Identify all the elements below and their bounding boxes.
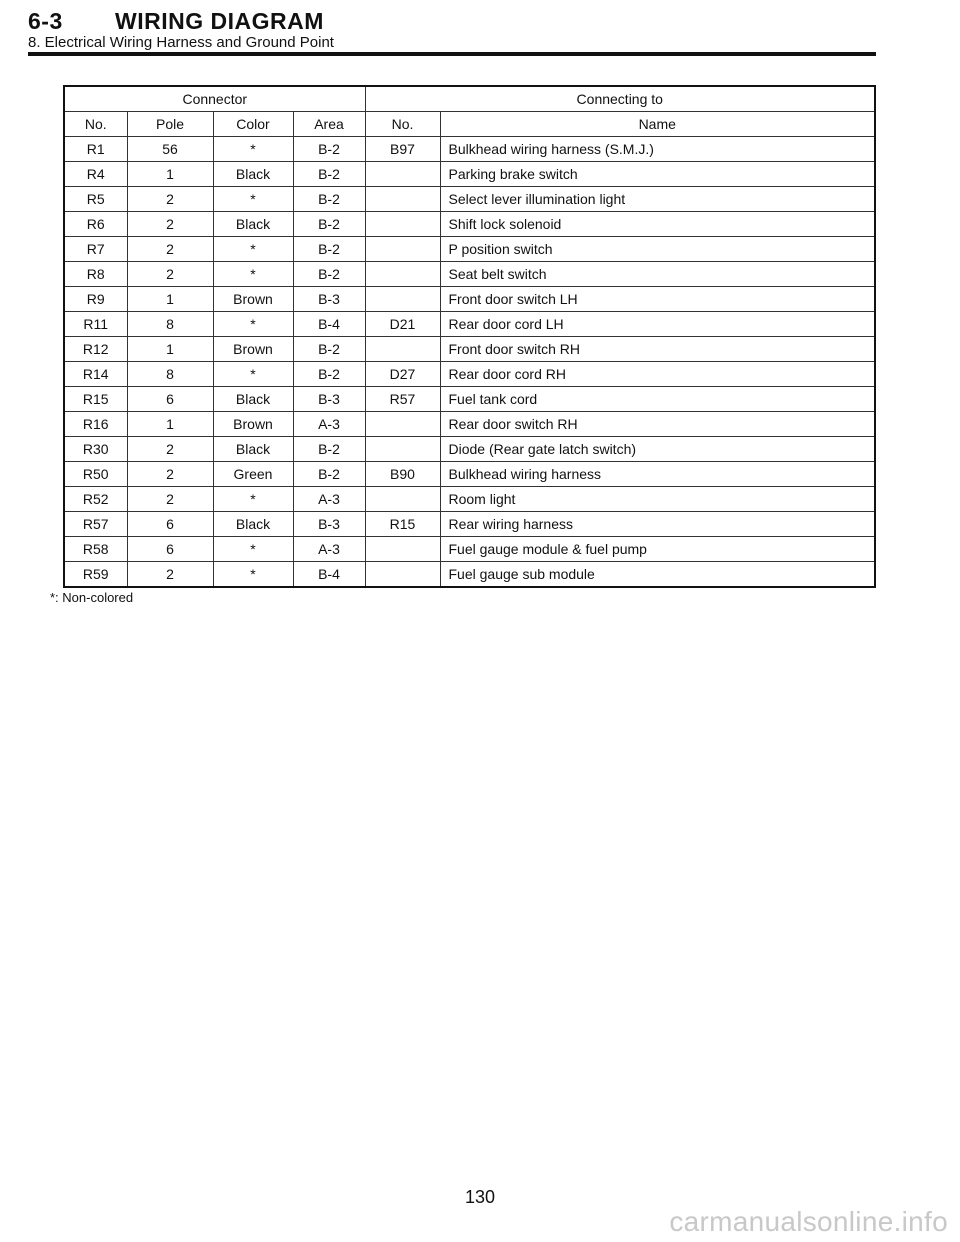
cell-pole: 2 bbox=[127, 462, 213, 487]
cell-no: R12 bbox=[64, 337, 127, 362]
cell-area: A-3 bbox=[293, 537, 365, 562]
cell-no: R50 bbox=[64, 462, 127, 487]
cell-color: Black bbox=[213, 437, 293, 462]
cell-color: Green bbox=[213, 462, 293, 487]
cell-area: B-4 bbox=[293, 312, 365, 337]
table-row bbox=[64, 412, 875, 437]
cell-name: Room light bbox=[440, 487, 875, 512]
cell-pole: 2 bbox=[127, 212, 213, 237]
cell-pole: 6 bbox=[127, 387, 213, 412]
cell-pole: 2 bbox=[127, 487, 213, 512]
cell-color: Black bbox=[213, 162, 293, 187]
col-header-area: Area bbox=[293, 112, 365, 137]
col-header-to-no: No. bbox=[365, 112, 440, 137]
cell-no: R15 bbox=[64, 387, 127, 412]
cell-pole: 6 bbox=[127, 512, 213, 537]
cell-no: R14 bbox=[64, 362, 127, 387]
cell-to-no bbox=[365, 162, 440, 187]
connector-table bbox=[63, 85, 876, 588]
cell-pole: 6 bbox=[127, 537, 213, 562]
cell-color: * bbox=[213, 137, 293, 162]
cell-pole: 2 bbox=[127, 437, 213, 462]
cell-color: Brown bbox=[213, 412, 293, 437]
cell-no: R11 bbox=[64, 312, 127, 337]
cell-to-no: B97 bbox=[365, 137, 440, 162]
cell-area: B-3 bbox=[293, 512, 365, 537]
cell-to-no bbox=[365, 337, 440, 362]
cell-name: P position switch bbox=[440, 237, 875, 262]
col-header-name: Name bbox=[440, 112, 875, 137]
table-row bbox=[64, 137, 875, 162]
cell-color: * bbox=[213, 187, 293, 212]
table-row bbox=[64, 287, 875, 312]
cell-name: Rear door cord RH bbox=[440, 362, 875, 387]
header-rule bbox=[28, 52, 876, 56]
cell-pole: 56 bbox=[127, 137, 213, 162]
cell-no: R6 bbox=[64, 212, 127, 237]
cell-pole: 8 bbox=[127, 312, 213, 337]
cell-no: R59 bbox=[64, 562, 127, 588]
cell-color: * bbox=[213, 312, 293, 337]
cell-no: R30 bbox=[64, 437, 127, 462]
cell-to-no: D27 bbox=[365, 362, 440, 387]
cell-to-no bbox=[365, 212, 440, 237]
cell-to-no bbox=[365, 412, 440, 437]
cell-pole: 2 bbox=[127, 562, 213, 588]
table-row bbox=[64, 312, 875, 337]
cell-no: R16 bbox=[64, 412, 127, 437]
table-row bbox=[64, 337, 875, 362]
cell-area: B-3 bbox=[293, 287, 365, 312]
section-number: 6-3 bbox=[28, 8, 63, 34]
cell-name: Rear door cord LH bbox=[440, 312, 875, 337]
cell-color: Black bbox=[213, 212, 293, 237]
cell-to-no bbox=[365, 237, 440, 262]
cell-pole: 1 bbox=[127, 287, 213, 312]
cell-pole: 2 bbox=[127, 187, 213, 212]
table-row bbox=[64, 487, 875, 512]
cell-area: B-2 bbox=[293, 337, 365, 362]
cell-name: Shift lock solenoid bbox=[440, 212, 875, 237]
cell-area: B-2 bbox=[293, 237, 365, 262]
cell-name: Diode (Rear gate latch switch) bbox=[440, 437, 875, 462]
cell-no: R8 bbox=[64, 262, 127, 287]
cell-area: B-2 bbox=[293, 212, 365, 237]
cell-name: Fuel gauge module & fuel pump bbox=[440, 537, 875, 562]
table-row bbox=[64, 512, 875, 537]
cell-area: B-3 bbox=[293, 387, 365, 412]
cell-name: Bulkhead wiring harness bbox=[440, 462, 875, 487]
footnote: *: Non-colored bbox=[50, 590, 134, 605]
cell-name: Fuel gauge sub module bbox=[440, 562, 875, 588]
cell-pole: 1 bbox=[127, 412, 213, 437]
page-number: 130 bbox=[464, 1187, 496, 1207]
cell-to-no bbox=[365, 262, 440, 287]
table-row bbox=[64, 437, 875, 462]
cell-to-no bbox=[365, 437, 440, 462]
table-body bbox=[64, 137, 875, 588]
table-row bbox=[64, 462, 875, 487]
cell-name: Bulkhead wiring harness (S.M.J.) bbox=[440, 137, 875, 162]
col-header-pole: Pole bbox=[127, 112, 213, 137]
cell-color: Black bbox=[213, 512, 293, 537]
cell-color: * bbox=[213, 487, 293, 512]
table-row bbox=[64, 562, 875, 588]
cell-area: B-2 bbox=[293, 187, 365, 212]
cell-color: Brown bbox=[213, 337, 293, 362]
cell-pole: 2 bbox=[127, 262, 213, 287]
cell-to-no bbox=[365, 287, 440, 312]
cell-area: B-2 bbox=[293, 137, 365, 162]
cell-name: Parking brake switch bbox=[440, 162, 875, 187]
cell-to-no bbox=[365, 487, 440, 512]
cell-pole: 1 bbox=[127, 337, 213, 362]
cell-name: Fuel tank cord bbox=[440, 387, 875, 412]
cell-to-no: B90 bbox=[365, 462, 440, 487]
cell-area: B-4 bbox=[293, 562, 365, 588]
table-row bbox=[64, 362, 875, 387]
cell-name: Rear wiring harness bbox=[440, 512, 875, 537]
cell-name: Seat belt switch bbox=[440, 262, 875, 287]
group-header-connecting-to: Connecting to bbox=[365, 86, 875, 112]
cell-to-no bbox=[365, 187, 440, 212]
watermark: carmanualsonline.info bbox=[669, 1206, 948, 1237]
table-row bbox=[64, 237, 875, 262]
table-row bbox=[64, 187, 875, 212]
cell-pole: 2 bbox=[127, 237, 213, 262]
cell-to-no: R57 bbox=[365, 387, 440, 412]
table-row bbox=[64, 262, 875, 287]
cell-to-no: D21 bbox=[365, 312, 440, 337]
cell-area: A-3 bbox=[293, 487, 365, 512]
cell-color: * bbox=[213, 262, 293, 287]
group-header-connector: Connector bbox=[64, 86, 365, 112]
cell-area: B-2 bbox=[293, 462, 365, 487]
cell-color: * bbox=[213, 362, 293, 387]
cell-area: B-2 bbox=[293, 362, 365, 387]
cell-no: R52 bbox=[64, 487, 127, 512]
cell-name: Front door switch LH bbox=[440, 287, 875, 312]
table-row bbox=[64, 387, 875, 412]
cell-name: Select lever illumination light bbox=[440, 187, 875, 212]
cell-area: A-3 bbox=[293, 412, 365, 437]
cell-no: R57 bbox=[64, 512, 127, 537]
col-header-no: No. bbox=[64, 112, 127, 137]
cell-to-no: R15 bbox=[365, 512, 440, 537]
table-row bbox=[64, 162, 875, 187]
cell-name: Rear door switch RH bbox=[440, 412, 875, 437]
cell-name: Front door switch RH bbox=[440, 337, 875, 362]
section-title: WIRING DIAGRAM bbox=[115, 8, 324, 34]
cell-color: * bbox=[213, 537, 293, 562]
cell-no: R9 bbox=[64, 287, 127, 312]
cell-no: R58 bbox=[64, 537, 127, 562]
section-subtitle: 8. Electrical Wiring Harness and Ground Point bbox=[28, 34, 334, 51]
cell-to-no bbox=[365, 537, 440, 562]
table-row bbox=[64, 537, 875, 562]
column-header-row bbox=[64, 112, 875, 137]
cell-color: Brown bbox=[213, 287, 293, 312]
col-header-color: Color bbox=[213, 112, 293, 137]
table-row bbox=[64, 212, 875, 237]
group-header-row bbox=[64, 86, 875, 112]
cell-pole: 8 bbox=[127, 362, 213, 387]
cell-no: R7 bbox=[64, 237, 127, 262]
cell-color: Black bbox=[213, 387, 293, 412]
cell-no: R1 bbox=[64, 137, 127, 162]
cell-color: * bbox=[213, 562, 293, 588]
cell-to-no bbox=[365, 562, 440, 588]
cell-pole: 1 bbox=[127, 162, 213, 187]
cell-area: B-2 bbox=[293, 437, 365, 462]
cell-area: B-2 bbox=[293, 262, 365, 287]
cell-area: B-2 bbox=[293, 162, 365, 187]
cell-no: R4 bbox=[64, 162, 127, 187]
cell-color: * bbox=[213, 237, 293, 262]
cell-no: R5 bbox=[64, 187, 127, 212]
